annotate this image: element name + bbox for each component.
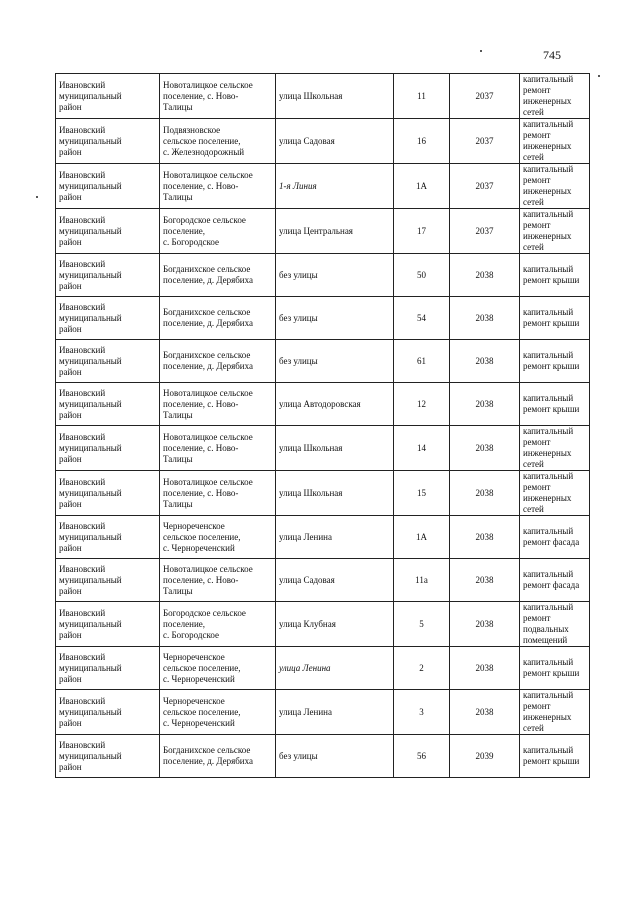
street-cell: без улицы: [276, 735, 394, 778]
settlement-cell: Новоталицкое сельское поселение, с. Ново- Талицы: [160, 383, 276, 426]
year-cell: 2038: [450, 516, 520, 559]
table-row: [56, 602, 590, 647]
table-row: [56, 559, 590, 602]
street-cell: улица Клубная: [276, 602, 394, 647]
table-body: [56, 74, 590, 778]
district-cell: Ивановский муниципальный район: [56, 426, 160, 471]
table-row: [56, 254, 590, 297]
table-row: [56, 209, 590, 254]
table-row: [56, 471, 590, 516]
street-cell: улица Школьная: [276, 74, 394, 119]
district-cell: Ивановский муниципальный район: [56, 74, 160, 119]
year-cell: 2038: [450, 647, 520, 690]
table-row: [56, 340, 590, 383]
table-row: [56, 647, 590, 690]
street-cell: улица Садовая: [276, 559, 394, 602]
settlement-cell: Подвязновское сельское поселение, с. Железнодорожный: [160, 119, 276, 164]
table-row: [56, 119, 590, 164]
table-row: [56, 690, 590, 735]
table-row: [56, 74, 590, 119]
street-cell: улица Школьная: [276, 426, 394, 471]
house-number-cell: 15: [394, 471, 450, 516]
table-row: [56, 735, 590, 778]
district-cell: Ивановский муниципальный район: [56, 516, 160, 559]
district-cell: Ивановский муниципальный район: [56, 164, 160, 209]
scan-speck: [36, 196, 38, 198]
street-cell: улица Ленина: [276, 516, 394, 559]
street-cell: улица Ленина: [276, 690, 394, 735]
district-cell: Ивановский муниципальный район: [56, 690, 160, 735]
table-row: [56, 383, 590, 426]
house-number-cell: 50: [394, 254, 450, 297]
work-type-cell: капитальный ремонт крыши: [520, 383, 590, 426]
district-cell: Ивановский муниципальный район: [56, 340, 160, 383]
settlement-cell: Богданихское сельское поселение, д. Дерябиха: [160, 297, 276, 340]
house-number-cell: 2: [394, 647, 450, 690]
work-type-cell: капитальный ремонт крыши: [520, 340, 590, 383]
page-number: 745: [543, 48, 561, 62]
district-cell: Ивановский муниципальный район: [56, 647, 160, 690]
house-number-cell: 16: [394, 119, 450, 164]
settlement-cell: Чернореченское сельское поселение, с. Чернореченский: [160, 690, 276, 735]
settlement-cell: Новоталицкое сельское поселение, с. Ново- Талицы: [160, 471, 276, 516]
work-type-cell: капитальный ремонт инженерных сетей: [520, 164, 590, 209]
district-cell: Ивановский муниципальный район: [56, 297, 160, 340]
year-cell: 2038: [450, 383, 520, 426]
year-cell: 2038: [450, 254, 520, 297]
house-number-cell: 1А: [394, 516, 450, 559]
year-cell: 2037: [450, 209, 520, 254]
work-type-cell: капитальный ремонт крыши: [520, 647, 590, 690]
work-type-cell: капитальный ремонт инженерных сетей: [520, 119, 590, 164]
work-type-cell: капитальный ремонт инженерных сетей: [520, 74, 590, 119]
year-cell: 2038: [450, 602, 520, 647]
work-type-cell: капитальный ремонт инженерных сетей: [520, 426, 590, 471]
table-row: [56, 297, 590, 340]
district-cell: Ивановский муниципальный район: [56, 735, 160, 778]
house-number-cell: 1А: [394, 164, 450, 209]
year-cell: 2038: [450, 297, 520, 340]
district-cell: Ивановский муниципальный район: [56, 602, 160, 647]
work-type-cell: капитальный ремонт фасада: [520, 516, 590, 559]
settlement-cell: Новоталицкое сельское поселение, с. Ново- Талицы: [160, 74, 276, 119]
settlement-cell: Новоталицкое сельское поселение, с. Ново- Талицы: [160, 559, 276, 602]
work-type-cell: капитальный ремонт инженерных сетей: [520, 471, 590, 516]
settlement-cell: Чернореченское сельское поселение, с. Чернореченский: [160, 516, 276, 559]
year-cell: 2038: [450, 471, 520, 516]
house-number-cell: 17: [394, 209, 450, 254]
house-number-cell: 56: [394, 735, 450, 778]
settlement-cell: Новоталицкое сельское поселение, с. Ново- Талицы: [160, 164, 276, 209]
year-cell: 2038: [450, 426, 520, 471]
street-cell: без улицы: [276, 297, 394, 340]
work-type-cell: капитальный ремонт фасада: [520, 559, 590, 602]
district-cell: Ивановский муниципальный район: [56, 209, 160, 254]
scan-speck: [598, 75, 600, 77]
house-number-cell: 12: [394, 383, 450, 426]
work-type-cell: капитальный ремонт подвальных помещений: [520, 602, 590, 647]
scan-speck: [480, 50, 482, 52]
street-cell: без улицы: [276, 340, 394, 383]
work-type-cell: капитальный ремонт крыши: [520, 297, 590, 340]
housing-repair-table: [55, 73, 590, 778]
settlement-cell: Новоталицкое сельское поселение, с. Ново- Талицы: [160, 426, 276, 471]
work-type-cell: капитальный ремонт инженерных сетей: [520, 209, 590, 254]
street-cell: 1-я Линия: [276, 164, 394, 209]
settlement-cell: Богданихское сельское поселение, д. Дерябиха: [160, 735, 276, 778]
year-cell: 2037: [450, 119, 520, 164]
district-cell: Ивановский муниципальный район: [56, 559, 160, 602]
house-number-cell: 61: [394, 340, 450, 383]
street-cell: улица Садовая: [276, 119, 394, 164]
house-number-cell: 11а: [394, 559, 450, 602]
house-number-cell: 54: [394, 297, 450, 340]
year-cell: 2038: [450, 559, 520, 602]
work-type-cell: капитальный ремонт крыши: [520, 254, 590, 297]
street-cell: улица Школьная: [276, 471, 394, 516]
settlement-cell: Богородское сельское поселение, с. Богородское: [160, 209, 276, 254]
district-cell: Ивановский муниципальный район: [56, 471, 160, 516]
settlement-cell: Богданихское сельское поселение, д. Дерябиха: [160, 340, 276, 383]
house-number-cell: 14: [394, 426, 450, 471]
settlement-cell: Богородское сельское поселение, с. Богородское: [160, 602, 276, 647]
table-row: [56, 426, 590, 471]
work-type-cell: капитальный ремонт инженерных сетей: [520, 690, 590, 735]
street-cell: улица Центральная: [276, 209, 394, 254]
street-cell: улица Ленина: [276, 647, 394, 690]
year-cell: 2038: [450, 690, 520, 735]
house-number-cell: 5: [394, 602, 450, 647]
street-cell: улица Автодоровская: [276, 383, 394, 426]
settlement-cell: Чернореченское сельское поселение, с. Чернореченский: [160, 647, 276, 690]
table-row: [56, 516, 590, 559]
district-cell: Ивановский муниципальный район: [56, 383, 160, 426]
table-row: [56, 164, 590, 209]
district-cell: Ивановский муниципальный район: [56, 254, 160, 297]
year-cell: 2037: [450, 164, 520, 209]
street-cell: без улицы: [276, 254, 394, 297]
year-cell: 2037: [450, 74, 520, 119]
work-type-cell: капитальный ремонт крыши: [520, 735, 590, 778]
year-cell: 2038: [450, 340, 520, 383]
house-number-cell: 11: [394, 74, 450, 119]
district-cell: Ивановский муниципальный район: [56, 119, 160, 164]
year-cell: 2039: [450, 735, 520, 778]
settlement-cell: Богданихское сельское поселение, д. Дерябиха: [160, 254, 276, 297]
house-number-cell: 3: [394, 690, 450, 735]
